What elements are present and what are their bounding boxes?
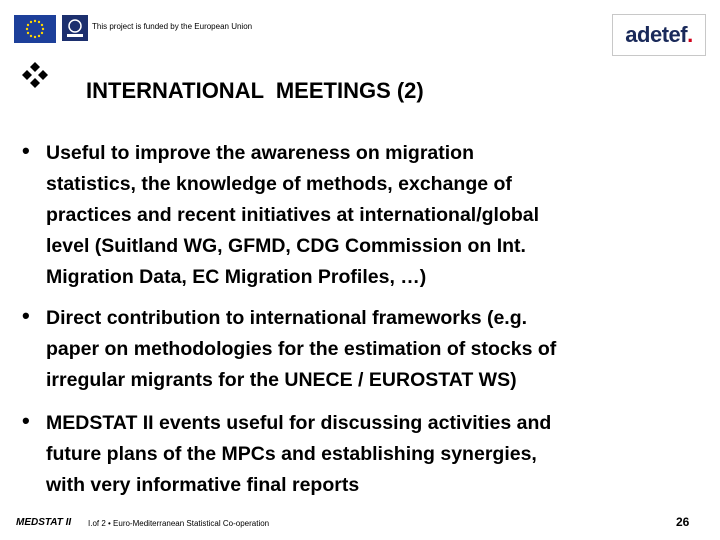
medstat-logo-icon — [62, 15, 88, 41]
bullet-item — [46, 303, 706, 396]
footer-brand: MEDSTAT II — [16, 517, 72, 528]
bullet-line: MEDSTAT II events useful for discussing activities and — [46, 412, 552, 434]
funding-notice: This project is funded by the European Union — [92, 22, 253, 31]
footer-info: I.of 2 • Euro-Mediterranean Statistical Co-operation — [88, 519, 270, 528]
bullet-line: practices and recent initiatives at international/global — [46, 204, 540, 226]
bullet-line: level (Suitland WG, GFMD, CDG Commission on Int. — [46, 235, 526, 257]
bullet-marker: • — [22, 138, 30, 163]
bullet-line: Migration Data, EC Migration Profiles, …) — [46, 266, 427, 288]
bullet-line: future plans of the MPCs and establishing synergies, — [46, 443, 537, 465]
adetef-logo-dot: . — [687, 22, 693, 47]
bullet-marker: • — [22, 303, 30, 328]
bullet-line: Direct contribution to international frameworks (e.g. — [46, 307, 528, 329]
diamond-bullet-icon — [22, 60, 62, 100]
bullet-marker: • — [22, 408, 30, 433]
bullet-item — [46, 408, 706, 501]
adetef-logo — [612, 14, 706, 56]
slide-title: INTERNATIONAL MEETINGS (2) — [86, 78, 424, 103]
eu-flag — [14, 15, 56, 43]
bullet-line: Useful to improve the awareness on migration — [46, 142, 475, 164]
bullet-line: irregular migrants for the UNECE / EUROSTAT WS) — [46, 369, 517, 391]
page-number: 26 — [676, 515, 690, 529]
bullet-item — [46, 138, 706, 293]
bullet-line: paper on methodologies for the estimation of stocks of — [46, 338, 557, 360]
bullet-line: with very informative final reports — [46, 474, 360, 496]
adetef-logo-text: adetef — [625, 22, 688, 47]
bullet-line: statistics, the knowledge of methods, exchange of — [46, 173, 512, 195]
